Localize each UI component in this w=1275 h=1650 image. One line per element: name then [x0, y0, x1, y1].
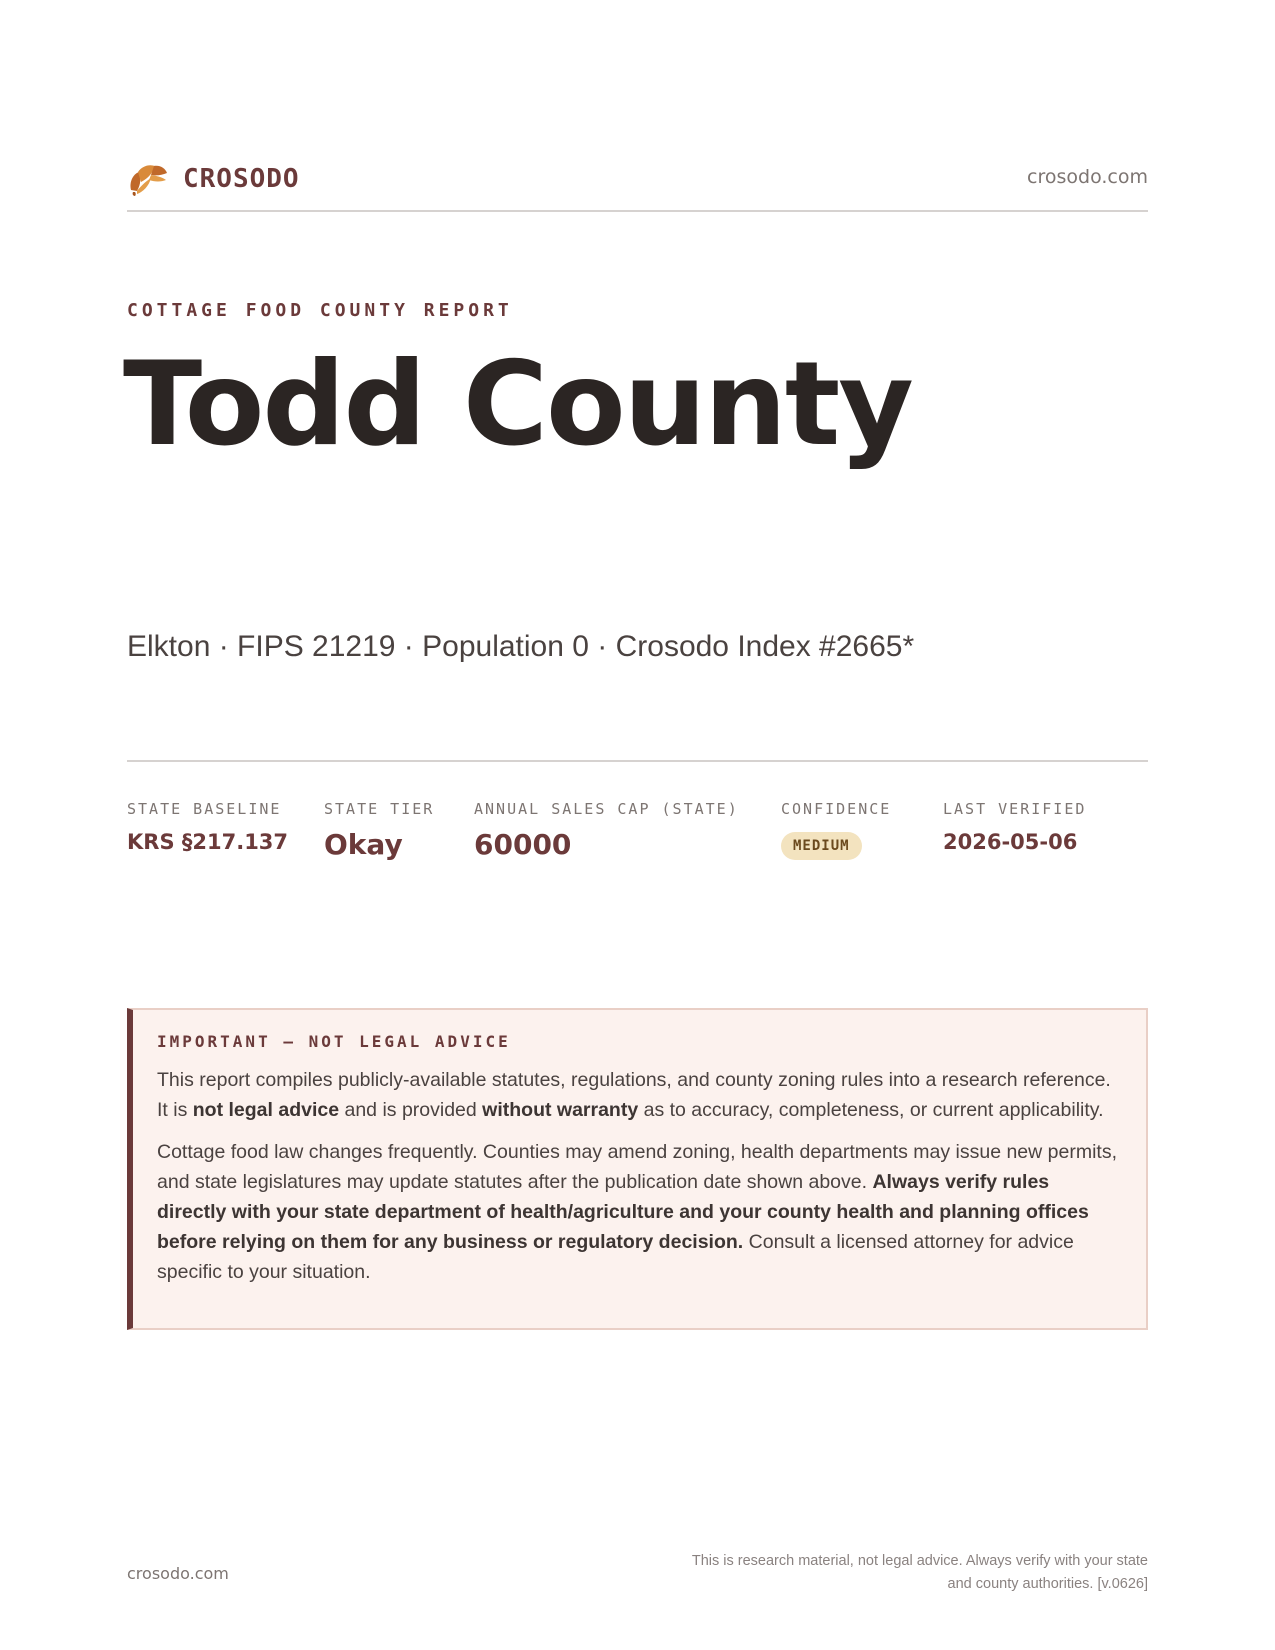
status-badge: MEDIUM	[781, 832, 862, 860]
stat-state-tier	[324, 800, 434, 861]
notice-text: Consult a licensed attorney for advice specific to your situation.	[157, 1231, 1074, 1283]
report-page	[123, 0, 1148, 1650]
stat-label: ANNUAL SALES CAP (STATE)	[474, 800, 739, 818]
stat-label: LAST VERIFIED	[943, 800, 1087, 818]
stat-value: KRS §217.137	[127, 830, 289, 854]
notice-text: as to accuracy, completeness, or current applicability.	[638, 1099, 1104, 1121]
stat-value: 2026-05-06	[943, 830, 1078, 854]
site-link[interactable]: crosodo.com	[1027, 166, 1148, 188]
stat-label: STATE TIER	[324, 800, 435, 818]
croissant-icon	[127, 160, 169, 198]
stat-label: CONFIDENCE	[781, 800, 892, 818]
brand[interactable]	[127, 160, 300, 198]
stat-sales-cap	[474, 800, 739, 861]
footer-site-link[interactable]: crosodo.com	[127, 1564, 229, 1583]
notice-paragraph	[157, 1065, 1120, 1125]
stat-label: STATE BASELINE	[127, 800, 282, 818]
brand-name: CROSODO	[183, 164, 300, 194]
footer-disclaimer	[628, 1550, 1148, 1596]
page-header	[127, 158, 1148, 212]
notice-paragraph	[157, 1137, 1120, 1287]
notice-emphasis: without warranty	[482, 1099, 639, 1121]
notice-emphasis: not legal advice	[192, 1099, 340, 1121]
stat-confidence	[781, 800, 891, 860]
page-title: Todd County	[123, 337, 912, 472]
footer-disclaimer-line: This is research material, not legal advice. Always verify with your state	[691, 1553, 1148, 1569]
legal-notice	[127, 1008, 1148, 1330]
stat-last-verified	[943, 800, 1086, 854]
notice-title: IMPORTANT — NOT LEGAL ADVICE	[157, 1032, 511, 1051]
stat-state-baseline	[127, 800, 288, 854]
county-subtitle: Elkton · FIPS 21219 · Population 0 · Crosodo Index #2665*	[127, 630, 915, 663]
notice-text: Cottage food law changes frequently. Counties may amend zoning, health departments may issue new permits, and state legislatures may update statutes after the publication date shown above.	[157, 1141, 1117, 1193]
notice-emphasis: Always verify rules directly with your state department of health/agriculture and your county health and planning offices before relying on them for any business or regulatory decision.	[157, 1171, 1089, 1253]
report-eyebrow: COTTAGE FOOD COUNTY REPORT	[127, 300, 513, 321]
stats-row	[127, 760, 1148, 882]
footer-disclaimer-line: and county authorities. [v.0626]	[947, 1576, 1148, 1592]
stat-value: Okay	[324, 828, 403, 861]
notice-text: This report compiles publicly-available statutes, regulations, and county zoning rules into a research reference. It is	[157, 1069, 1111, 1121]
notice-text: and is provided	[339, 1099, 483, 1121]
stat-value: 60000	[474, 828, 572, 861]
